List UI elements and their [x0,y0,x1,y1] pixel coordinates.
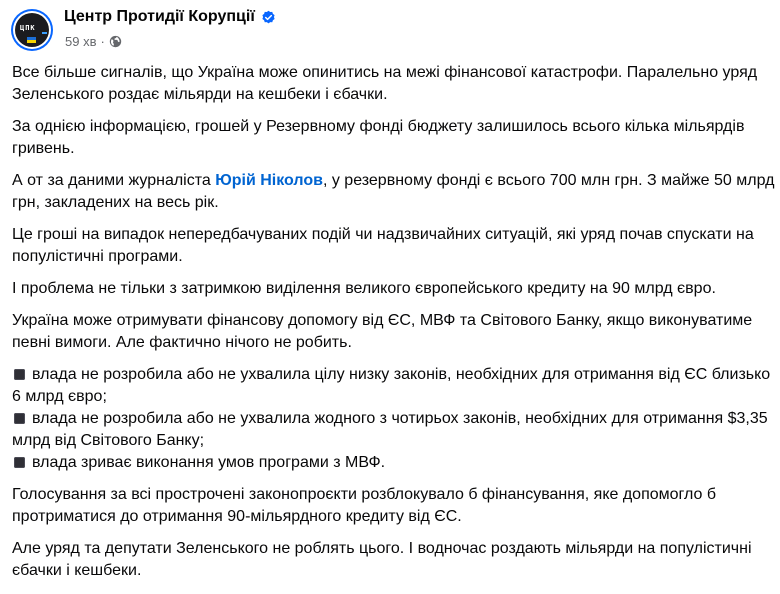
post-body [12,62,776,592]
bullet-list [12,364,776,474]
post-header [0,0,780,60]
author-name-row [64,8,276,26]
post-paragraph: Голосування за всі прострочені законопроєкти розблокувало б фінансування, яке допомогло б протриматися до отримання 90-мільярдного кредиту від ЄС. [12,486,717,525]
post-paragraph: І проблема не тільки з затримкою виділення великого європейського кредиту на 90 млрд євро. [12,280,716,297]
author-name[interactable]: Центр Протидії Корупції [64,8,255,25]
avatar-ring [13,11,51,49]
bullet-item [12,452,776,474]
avatar-logo [15,13,49,47]
paragraph-text: А от за даними журналіста [12,172,216,189]
post-paragraph: Але уряд та депутати Зеленського не роблять цього. І водночас роздають мільярди на популістичні єбачки і кешбеки. [12,540,752,579]
ukraine-flag-icon [27,37,36,43]
post-meta [65,34,122,49]
post-timestamp[interactable]: 59 хв [65,34,97,49]
post-paragraph: Все більше сигналів, що Україна може опинитись на межі фінансової катастрофи. Паралельно уряд Зеленського роздає мільярди на кешбеки і єбачки. [12,64,758,103]
avatar[interactable] [11,9,53,51]
bullet-text: влада зриває виконання умов програми з МВФ. [32,454,386,471]
post-paragraph-with-mention [12,170,776,214]
avatar-logo-text: ЦПК [20,24,36,32]
black-square-icon [14,457,25,468]
bullet-text: влада не розробила або не ухвалила жодного з чотирьох законів, необхідних для отримання $3,35 млрд від Світового Банку; [12,410,768,449]
black-square-icon [14,413,25,424]
globe-icon [109,35,122,48]
post-paragraph: Це гроші на випадок непередбачуваних подій чи надзвичайних ситуацій, які уряд почав спускати на популістичні програми. [12,226,754,265]
post-paragraph: Україна може отримувати фінансову допомогу від ЄС, МВФ та Світового Банку, якщо виконуватиме певні вимоги. Але фактично нічого не робить. [12,312,753,351]
avatar-cursor-mark [42,32,47,34]
mention-link[interactable]: Юрій Ніколов [215,172,323,189]
paragraph-text: , у резервному фонді є всього 700 млн грн. З майже 50 млрд грн, закладених на весь рік. [12,172,775,211]
bullet-text: влада не розробила або не ухвалила цілу низку законів, необхідних для отримання від ЄС близько 6 млрд євро; [12,366,771,405]
verified-badge-icon [261,10,276,25]
post-paragraph: За однією інформацією, грошей у Резервному фонді бюджету залишилось всього кілька мільярдів гривень. [12,118,745,157]
meta-separator: · [100,34,105,49]
bullet-item [12,408,776,452]
black-square-icon [14,369,25,380]
bullet-item [12,364,776,408]
